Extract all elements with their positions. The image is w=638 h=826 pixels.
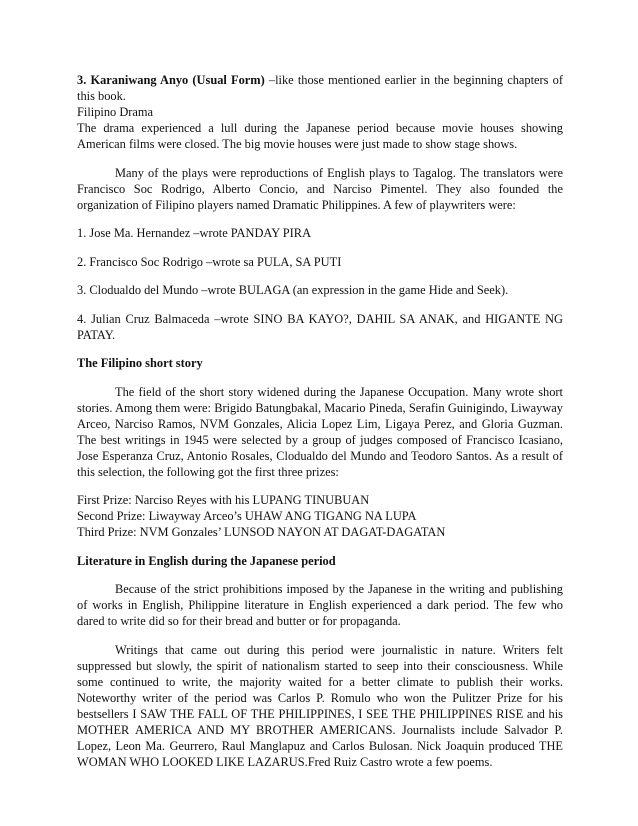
english-lit-heading: Literature in English during the Japanese period — [77, 553, 336, 568]
playwright-item-3: 3. Clodualdo del Mundo –wrote BULAGA (an expression in the game Hide and Seek). — [77, 283, 509, 297]
first-prize: First Prize: Narciso Reyes with his LUPANG TINUBUAN — [77, 493, 370, 507]
english-lit-paragraph-1: Because of the strict prohibitions imposed by the Japanese in the writing and publishing of works in English, Philippine literature in English experienced a dark period. The few who dared to write did so for their bread and butter or for propaganda. — [77, 582, 563, 628]
playwright-item-4: 4. Julian Cruz Balmaceda –wrote SINO BA KAYO?, DAHIL SA ANAK, and HIGANTE NG PATAY. — [77, 311, 563, 342]
drama-heading: Filipino Drama — [77, 105, 154, 119]
item-3-text: –like those mentioned earlier in the beginning chapters of this book. — [77, 73, 563, 103]
item-3-paragraph — [77, 72, 563, 104]
english-lit-paragraph-2: Writings that came out during this period were journalistic in nature. Writers felt suppressed but slowly, the spirit of nationalism started to seep into their consciousness. While some continued to write, the majority waited for a better climate to publish their works. Noteworthy writer of the period was Carlos P. Romulo who won the Pulitzer Prize for his bestsellers I SAW THE FALL OF THE PHILIPPINES, I SEE THE PHILIPPINES RISE and his MOTHER AMERICA AND MY BROTHER AMERICANS. Journalists include Salvador P. Lopez, Leon Ma. Geurrero, Raul Manglapuz and Carlos Bulosan. Nick Joaquin produced THE WOMAN WHO LOOKED LIKE LAZARUS.Fred Ruiz Castro wrote a few poems. — [77, 642, 563, 769]
short-story-heading: The Filipino short story — [77, 356, 203, 370]
second-prize: Second Prize: Liwayway Arceo’s UHAW ANG TIGANG NA LUPA — [77, 509, 417, 523]
playwright-item-2: 2. Francisco Soc Rodrigo –wrote sa PULA, SA PUTI — [77, 254, 342, 269]
document-page — [77, 72, 563, 770]
drama-paragraph-2: Many of the plays were reproductions of English plays to Tagalog. The translators were Francisco Soc Rodrigo, Alberto Concio, and Narciso Pimentel. They also founded the organization of Filipino players named Dramatic Philippines. A few of playwriters were: — [77, 165, 563, 212]
drama-paragraph-1: The drama experienced a lull during the Japanese period because movie houses showing American films were closed. The big movie houses were just made to show stage shows. — [77, 121, 563, 151]
short-story-paragraph: The field of the short story widened during the Japanese Occupation. Many wrote short stories. Among them were: Brigido Batungbakal, Macario Pineda, Serafin Guinigindo, Liwayway Arceo, Narciso Ramos, NVM Gonzales, Alicia Lopez Lim, Ligaya Perez, and Gloria Guzman. The best writings in 1945 were selected by a group of judges composed of Francisco Icasiano, Jose Esperanza Cruz, Antonio Rosales, Clodualdo del Mundo and Teodoro Santos. As a result of this selection, the following got the first three prizes: — [77, 384, 563, 479]
playwright-item-1: 1. Jose Ma. Hernandez –wrote PANDAY PIRA — [77, 226, 312, 240]
third-prize: Third Prize: NVM Gonzales’ LUNSOD NAYON AT DAGAT-DAGATAN — [77, 525, 446, 539]
item-3-label: 3. Karaniwang Anyo (Usual Form) — [77, 73, 265, 87]
